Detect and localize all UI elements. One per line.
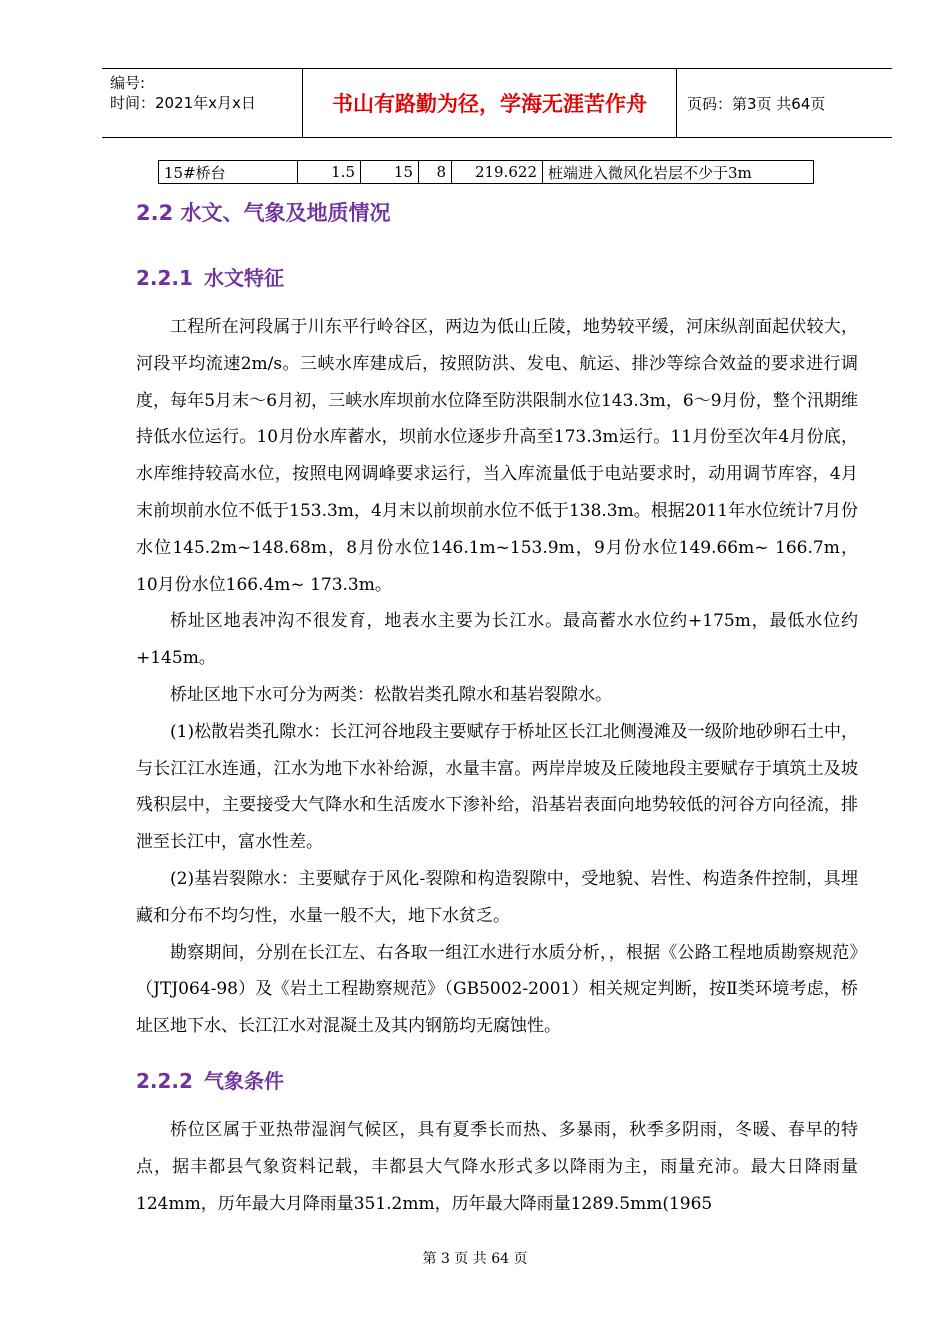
paragraph: (2)基岩裂隙水：主要赋存于风化-裂隙和构造裂隙中，受地貌、岩性、构造条件控制，具埋藏和分布不均匀性，水量一般不大，地下水贫乏。: [136, 868, 858, 926]
climate-body: [136, 1112, 858, 1222]
paragraph: 桥位区属于亚热带湿润气候区，具有夏季长而热、多暴雨，秋季多阴雨，冬暖、春早的特点，据丰都县气象资料记载，丰都县大气降水形式多以降雨为主，雨量充沛。最大日降雨量124mm，历年最大月降雨量351.2mm，历年最大降雨量1289.5mm(1965: [136, 1120, 858, 1214]
subsection-climate-heading: [136, 1065, 284, 1094]
header-page-label: 页码：第3页 共64页: [687, 94, 826, 113]
table-cell-diameter: 1.5: [298, 161, 361, 184]
paragraph: 桥址区地下水可分为两类：松散岩类孔隙水和基岩裂隙水。: [170, 684, 612, 705]
header-meta: [102, 69, 303, 137]
section-title: 2.2 水文、气象及地质情况: [136, 201, 391, 225]
pile-table: [158, 160, 814, 184]
table-cell-location: 15#桥台: [159, 161, 298, 184]
subsection-number: 2.2.1: [136, 266, 193, 290]
table-row: [159, 161, 814, 184]
paragraph: (1)松散岩类孔隙水：长江河谷地段主要赋存于桥址区长江北侧漫滩及一级阶地砂卵石土中，与长江江水连通，江水为地下水补给源，水量丰富。两岸岸坡及丘陵地段主要赋存于填筑土及坡残积层中，主要接受大气降水和生活废水下渗补给，沿基岩表面向地势较低的河谷方向径流，排泄至长江中，富水性差。: [136, 721, 858, 853]
subsection-title: 气象条件: [204, 1069, 284, 1093]
header-date-label: 时间：2021年x月x日: [110, 94, 256, 112]
header-motto: 书山有路勤为径，学海无涯苦作舟: [303, 69, 677, 137]
subsection-hydrology-heading: [136, 262, 284, 291]
paragraph: 勘察期间，分别在长江左、右各取一组江水进行水质分析，，根据《公路工程地质勘察规范》（JTJ064-98）及《岩土工程勘察规范》（GB5002-2001）相关规定判断，按Ⅱ类环境考虑，桥址区地下水、长江江水对混凝土及其内钢筋均无腐蚀性。: [136, 942, 858, 1037]
hydrology-body: [136, 309, 858, 1045]
table-cell-count: 8: [419, 161, 452, 184]
table-cell-note: 桩端进入微风化岩层不少于3m: [543, 161, 814, 184]
table-cell-length: 15: [361, 161, 419, 184]
header-number-label: 编号:: [110, 74, 146, 92]
table-cell-elevation: 219.622: [452, 161, 543, 184]
paragraph: 工程所在河段属于川东平行岭谷区，两边为低山丘陵，地势较平缓，河床纵剖面起伏较大，河段平均流速2m/s。三峡水库建成后，按照防洪、发电、航运、排沙等综合效益的要求进行调度，每年5月末～6月初，三峡水库坝前水位降至防洪限制水位143.3m，6～9月份，整个汛期维持低水位运行。10月份水库蓄水，坝前水位逐步升高至173.3m运行。11月份至次年4月份底，水库维持较高水位，按照电网调峰要求运行，当入库流量低于电站要求时，动用调节库容，4月末前坝前水位不低于153.3m，4月末以前坝前水位不低于138.3m。根据2011年水位统计7月份水位145.2m~148.68m，8月份水位146.1m~153.9m，9月份水位149.66m~ 166.7m，10月份水位166.4m~ 173.3m。: [136, 317, 858, 595]
page-footer: 第 3 页 共 64 页: [422, 1251, 528, 1267]
page-header: [102, 68, 892, 138]
subsection-number: 2.2.2: [136, 1069, 193, 1093]
subsection-title: 水文特征: [204, 266, 284, 290]
paragraph: 桥址区地表冲沟不很发育，地表水主要为长江水。最高蓄水水位约+175m，最低水位约+145m。: [136, 611, 858, 669]
